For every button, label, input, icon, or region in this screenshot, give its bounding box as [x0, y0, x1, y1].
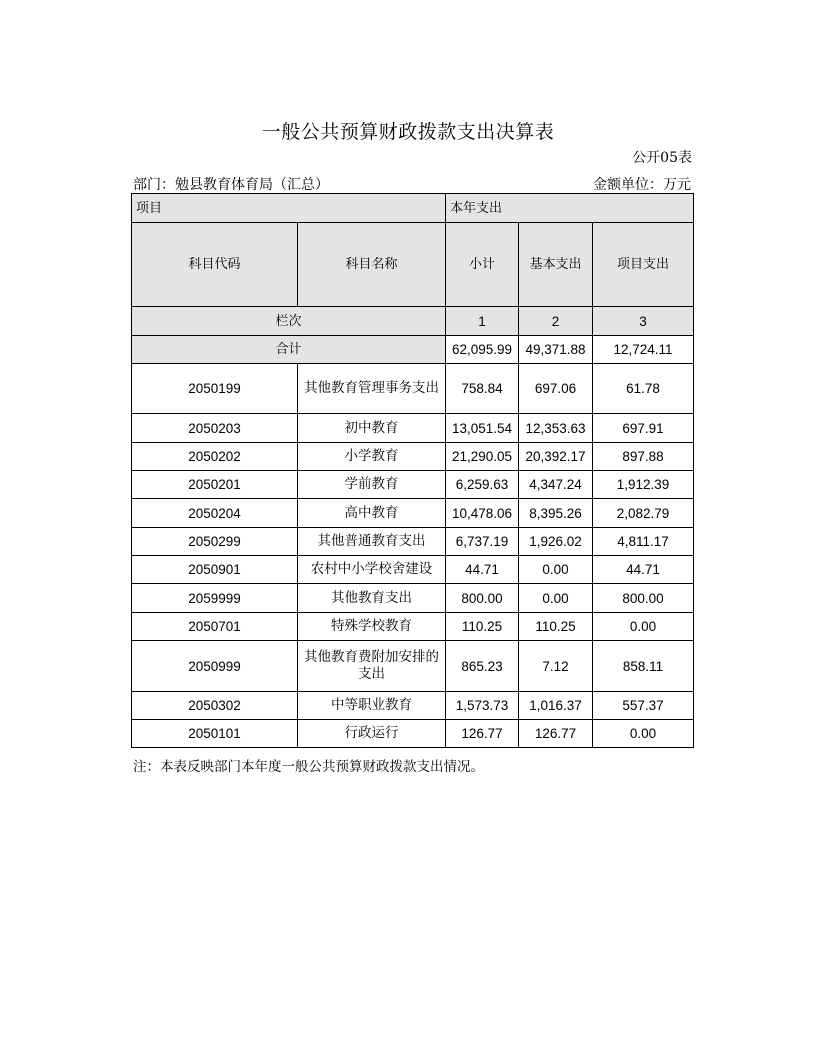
row-subtotal: 126.77 [446, 720, 519, 748]
table-row [132, 471, 694, 499]
row-subtotal: 13,051.54 [446, 414, 519, 443]
row-project: 897.88 [593, 443, 694, 471]
row-basic: 12,353.63 [519, 414, 593, 443]
row-subtotal: 800.00 [446, 584, 519, 613]
row-basic: 1,016.37 [519, 692, 593, 720]
row-name: 其他教育管理事务支出 [298, 364, 446, 414]
header-basic: 基本支出 [519, 223, 593, 307]
row-basic: 0.00 [519, 556, 593, 584]
row-project: 858.11 [593, 641, 694, 692]
row-basic: 8,395.26 [519, 499, 593, 528]
row-code: 2050202 [132, 443, 298, 471]
form-code: 公开05表 [632, 150, 692, 166]
table-row [132, 692, 694, 720]
header-name: 科目名称 [298, 223, 446, 307]
row-name: 其他教育费附加安排的支出 [298, 641, 446, 692]
row-name: 高中教育 [298, 499, 446, 528]
header-row-2 [132, 223, 694, 307]
row-project: 557.37 [593, 692, 694, 720]
table-row [132, 613, 694, 641]
row-code: 2050701 [132, 613, 298, 641]
row-name: 其他教育支出 [298, 584, 446, 613]
row-name: 中等职业教育 [298, 692, 446, 720]
header-row-1 [132, 194, 694, 223]
row-code: 2050203 [132, 414, 298, 443]
row-subtotal: 758.84 [446, 364, 519, 414]
table-row [132, 584, 694, 613]
column-index-3: 3 [593, 307, 694, 336]
row-subtotal: 21,290.05 [446, 443, 519, 471]
row-name: 小学教育 [298, 443, 446, 471]
row-name: 学前教育 [298, 471, 446, 499]
meta-row [131, 174, 693, 194]
row-name: 特殊学校教育 [298, 613, 446, 641]
row-code: 2050204 [132, 499, 298, 528]
table-row [132, 641, 694, 692]
row-name: 农村中小学校舍建设 [298, 556, 446, 584]
row-subtotal: 865.23 [446, 641, 519, 692]
row-code: 2059999 [132, 584, 298, 613]
total-basic: 49,371.88 [519, 336, 593, 364]
header-subtotal: 小计 [446, 223, 519, 307]
row-project: 61.78 [593, 364, 694, 414]
table-row [132, 364, 694, 414]
row-basic: 20,392.17 [519, 443, 593, 471]
table-row [132, 443, 694, 471]
row-code: 2050302 [132, 692, 298, 720]
row-name: 初中教育 [298, 414, 446, 443]
row-basic: 110.25 [519, 613, 593, 641]
row-name: 其他普通教育支出 [298, 528, 446, 556]
header-current-year: 本年支出 [446, 194, 694, 223]
row-subtotal: 6,259.63 [446, 471, 519, 499]
row-subtotal: 6,737.19 [446, 528, 519, 556]
row-project: 1,912.39 [593, 471, 694, 499]
row-code: 2050901 [132, 556, 298, 584]
row-project: 2,082.79 [593, 499, 694, 528]
table-row [132, 528, 694, 556]
table-note: 注：本表反映部门本年度一般公共预算财政拨款支出情况。 [133, 759, 484, 775]
row-basic: 0.00 [519, 584, 593, 613]
table-row [132, 414, 694, 443]
header-item: 项目 [132, 194, 446, 223]
header-code: 科目代码 [132, 223, 298, 307]
row-code: 2050999 [132, 641, 298, 692]
row-project: 4,811.17 [593, 528, 694, 556]
column-index-2: 2 [519, 307, 593, 336]
row-subtotal: 1,573.73 [446, 692, 519, 720]
row-project: 0.00 [593, 613, 694, 641]
column-label: 栏次 [132, 307, 446, 336]
column-index-row [132, 307, 694, 336]
row-project: 44.71 [593, 556, 694, 584]
total-label: 合计 [132, 336, 446, 364]
row-basic: 697.06 [519, 364, 593, 414]
row-basic: 4,347.24 [519, 471, 593, 499]
row-subtotal: 44.71 [446, 556, 519, 584]
row-project: 0.00 [593, 720, 694, 748]
row-basic: 1,926.02 [519, 528, 593, 556]
header-project: 项目支出 [593, 223, 694, 307]
row-basic: 7.12 [519, 641, 593, 692]
total-project: 12,724.11 [593, 336, 694, 364]
table-row [132, 556, 694, 584]
total-row [132, 336, 694, 364]
row-code: 2050299 [132, 528, 298, 556]
row-subtotal: 10,478.06 [446, 499, 519, 528]
row-project: 800.00 [593, 584, 694, 613]
expenditure-table [131, 193, 694, 748]
document-title: 一般公共预算财政拨款支出决算表 [261, 121, 555, 143]
department-label: 部门：勉县教育体育局（汇总） [133, 177, 329, 193]
table-row [132, 720, 694, 748]
row-code: 2050201 [132, 471, 298, 499]
row-name: 行政运行 [298, 720, 446, 748]
row-subtotal: 110.25 [446, 613, 519, 641]
row-code: 2050101 [132, 720, 298, 748]
total-subtotal: 62,095.99 [446, 336, 519, 364]
table-row [132, 499, 694, 528]
row-code: 2050199 [132, 364, 298, 414]
column-index-1: 1 [446, 307, 519, 336]
row-basic: 126.77 [519, 720, 593, 748]
amount-unit-label: 金额单位：万元 [593, 177, 691, 193]
row-project: 697.91 [593, 414, 694, 443]
